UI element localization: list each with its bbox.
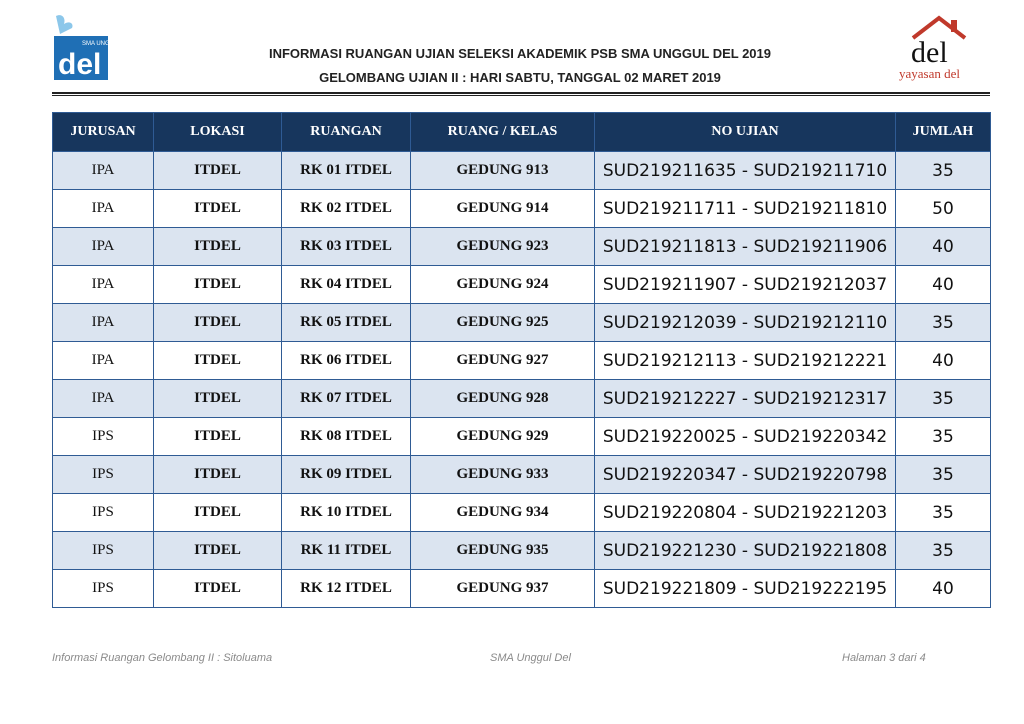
cell-lokasi: ITDEL: [154, 304, 282, 342]
cell-jurusan: IPS: [53, 494, 154, 532]
table-header-row: [53, 113, 991, 152]
yayasan-del-logo: [893, 12, 985, 84]
cell-jurusan: IPA: [53, 380, 154, 418]
cell-jumlah: 40: [896, 570, 991, 608]
cell-kelas: GEDUNG 928: [411, 380, 595, 418]
table-row: [53, 456, 991, 494]
cell-ruangan: RK 12 ITDEL: [282, 570, 411, 608]
cell-jurusan: IPA: [53, 190, 154, 228]
cell-jumlah: 40: [896, 228, 991, 266]
cell-kelas: GEDUNG 934: [411, 494, 595, 532]
table-row: [53, 304, 991, 342]
cell-lokasi: ITDEL: [154, 570, 282, 608]
cell-no-ujian: SUD219212113 - SUD219212221: [595, 342, 896, 380]
cell-lokasi: ITDEL: [154, 190, 282, 228]
table-row: [53, 228, 991, 266]
cell-jurusan: IPS: [53, 570, 154, 608]
footer-school: SMA Unggul Del: [490, 652, 571, 664]
cell-kelas: GEDUNG 927: [411, 342, 595, 380]
cell-lokasi: ITDEL: [154, 418, 282, 456]
table-row: [53, 190, 991, 228]
cell-kelas: GEDUNG 925: [411, 304, 595, 342]
column-header-lokasi: LOKASI: [154, 113, 282, 152]
cell-jurusan: IPS: [53, 532, 154, 570]
cell-jumlah: 35: [896, 494, 991, 532]
cell-no-ujian: SUD219212227 - SUD219212317: [595, 380, 896, 418]
table-row: [53, 380, 991, 418]
cell-kelas: GEDUNG 933: [411, 456, 595, 494]
cell-kelas: GEDUNG 913: [411, 152, 595, 190]
column-header-kelas: RUANG / KELAS: [411, 113, 595, 152]
cell-kelas: GEDUNG 923: [411, 228, 595, 266]
cell-no-ujian: SUD219221809 - SUD219222195: [595, 570, 896, 608]
cell-ruangan: RK 01 ITDEL: [282, 152, 411, 190]
cell-jurusan: IPS: [53, 418, 154, 456]
cell-no-ujian: SUD219211813 - SUD219211906: [595, 228, 896, 266]
cell-ruangan: RK 02 ITDEL: [282, 190, 411, 228]
cell-jumlah: 35: [896, 152, 991, 190]
table-row: [53, 494, 991, 532]
cell-jumlah: 35: [896, 418, 991, 456]
table-row: [53, 418, 991, 456]
logo-big-text: del: [58, 48, 102, 81]
table-row: [53, 532, 991, 570]
cell-ruangan: RK 05 ITDEL: [282, 304, 411, 342]
cell-ruangan: RK 04 ITDEL: [282, 266, 411, 304]
cell-jurusan: IPA: [53, 266, 154, 304]
cell-ruangan: RK 06 ITDEL: [282, 342, 411, 380]
cell-jumlah: 40: [896, 342, 991, 380]
column-header-no-ujian: NO UJIAN: [595, 113, 896, 152]
cell-jumlah: 35: [896, 456, 991, 494]
table-row: [53, 342, 991, 380]
cell-kelas: GEDUNG 924: [411, 266, 595, 304]
cell-ruangan: RK 11 ITDEL: [282, 532, 411, 570]
chimney-icon: [951, 20, 957, 32]
cell-ruangan: RK 09 ITDEL: [282, 456, 411, 494]
cell-lokasi: ITDEL: [154, 380, 282, 418]
cell-jumlah: 40: [896, 266, 991, 304]
cell-lokasi: ITDEL: [154, 342, 282, 380]
column-header-jurusan: JURUSAN: [53, 113, 154, 152]
cell-lokasi: ITDEL: [154, 456, 282, 494]
cell-no-ujian: SUD219221230 - SUD219221808: [595, 532, 896, 570]
cell-jurusan: IPA: [53, 152, 154, 190]
dove-icon: [56, 15, 73, 34]
cell-ruangan: RK 03 ITDEL: [282, 228, 411, 266]
logo-small-text: SMA UNGGUL: [82, 41, 123, 47]
cell-jurusan: IPA: [53, 342, 154, 380]
cell-no-ujian: SUD219211907 - SUD219212037: [595, 266, 896, 304]
cell-jurusan: IPA: [53, 228, 154, 266]
column-header-jumlah: JUMLAH: [896, 113, 991, 152]
footer-location: Informasi Ruangan Gelombang II : Sitoluama: [52, 652, 273, 664]
cell-jumlah: 35: [896, 532, 991, 570]
cell-lokasi: ITDEL: [154, 494, 282, 532]
column-header-ruangan: RUANGAN: [282, 113, 411, 152]
roof-icon: [913, 18, 965, 38]
cell-jurusan: IPA: [53, 304, 154, 342]
cell-ruangan: RK 08 ITDEL: [282, 418, 411, 456]
logo-right-word: del: [911, 36, 948, 69]
room-table: [52, 112, 991, 608]
cell-lokasi: ITDEL: [154, 266, 282, 304]
document-title: INFORMASI RUANGAN UJIAN SELEKSI AKADEMIK PSB SMA UNGGUL DEL 2019: [268, 46, 771, 61]
table-row: [53, 266, 991, 304]
table-row: [53, 570, 991, 608]
cell-ruangan: RK 10 ITDEL: [282, 494, 411, 532]
cell-jumlah: 50: [896, 190, 991, 228]
cell-kelas: GEDUNG 937: [411, 570, 595, 608]
cell-jumlah: 35: [896, 304, 991, 342]
header-divider-thin: [52, 95, 990, 96]
cell-lokasi: ITDEL: [154, 228, 282, 266]
logo-right-caption: yayasan del: [899, 66, 961, 81]
cell-no-ujian: SUD219212039 - SUD219212110: [595, 304, 896, 342]
cell-no-ujian: SUD219211635 - SUD219211710: [595, 152, 896, 190]
cell-lokasi: ITDEL: [154, 152, 282, 190]
cell-jurusan: IPS: [53, 456, 154, 494]
cell-no-ujian: SUD219211711 - SUD219211810: [595, 190, 896, 228]
cell-lokasi: ITDEL: [154, 532, 282, 570]
sma-unggul-del-logo: [52, 12, 123, 82]
table-row: [53, 152, 991, 190]
footer-page-number: Halaman 3 dari 4: [842, 652, 926, 664]
cell-no-ujian: SUD219220804 - SUD219221203: [595, 494, 896, 532]
cell-no-ujian: SUD219220025 - SUD219220342: [595, 418, 896, 456]
cell-no-ujian: SUD219220347 - SUD219220798: [595, 456, 896, 494]
header-divider: [52, 92, 990, 94]
cell-jumlah: 35: [896, 380, 991, 418]
cell-kelas: GEDUNG 914: [411, 190, 595, 228]
cell-kelas: GEDUNG 929: [411, 418, 595, 456]
cell-ruangan: RK 07 ITDEL: [282, 380, 411, 418]
cell-kelas: GEDUNG 935: [411, 532, 595, 570]
document-subtitle: GELOMBANG UJIAN II : HARI SABTU, TANGGAL 02 MARET 2019: [319, 70, 721, 85]
